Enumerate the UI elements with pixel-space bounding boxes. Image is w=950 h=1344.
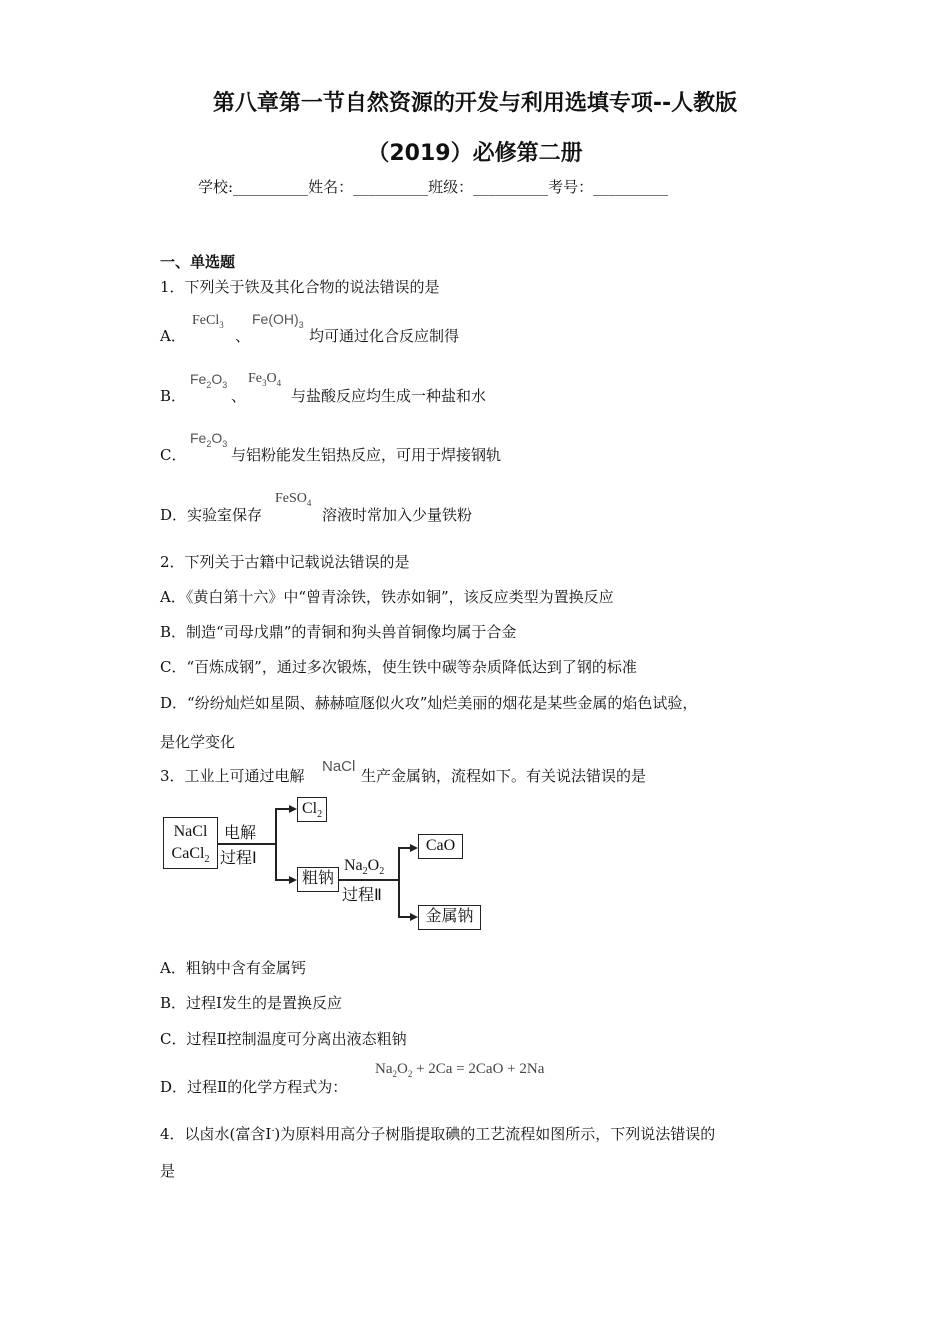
- q1-option-b: B．: [160, 387, 187, 405]
- q1-option-d: D．实验室保存: [160, 506, 263, 524]
- q3-stem-post: 生产金属钠，流程如下。有关说法错误的是: [361, 767, 647, 785]
- box-sodium-metal: 金属钠: [418, 905, 481, 930]
- arrow-to-sodium-metal: [410, 913, 418, 921]
- formula-fe-oh-3: $Fe(OH)_3$: [252, 311, 304, 330]
- box-cl2: $Cl_2$: [297, 797, 327, 822]
- q4-stem-cont: 是: [160, 1162, 176, 1180]
- q2-option-c: C．“百炼成钢”，通过多次锻炼，使生铁中碳等杂质降低达到了钢的标准: [160, 658, 637, 676]
- q2-option-d: D．“纷纷灿烂如星陨、赫赫喧豗似火攻”灿烂美丽的烟花是某些金属的焰色试验，: [160, 694, 698, 712]
- arrow2-label-top: $Na_2O_2$: [344, 857, 385, 878]
- formula-fe2o3-c: $Fe_2O_3$: [190, 430, 228, 449]
- q1-a-text: 均可通过化合反应制得: [309, 327, 460, 345]
- arrow1-label-bottom: 过程Ⅰ: [220, 850, 257, 867]
- arrow1-label-top: 电解: [224, 825, 257, 842]
- box-crude-sodium: 粗钠: [297, 867, 339, 892]
- q4-stem: 4．以卤水(富含I-)为原料用高分子树脂提取碘的工艺流程如图所示，下列说法错误的: [160, 1125, 716, 1143]
- box-cao: CaO: [418, 834, 463, 859]
- arrow2-label-bottom: 过程Ⅱ: [342, 887, 382, 904]
- q1-c-text: 与铝粉能发生铝热反应，可用于焊接钢轨: [231, 446, 502, 464]
- q2-option-b: B．制造“司母戊鼎”的青铜和狗头兽首铜像均属于合金: [160, 623, 517, 641]
- school-field: 学校:__________: [198, 178, 309, 196]
- section-heading: 一、单选题: [160, 253, 236, 271]
- formula-fe3o4: $Fe_3O_4$: [248, 371, 282, 388]
- formula-fecl3: FeCl$_3$: [192, 313, 224, 330]
- q1-b-text: 与盐酸反应均生成一种盐和水: [291, 387, 487, 405]
- arrow-to-cao: [410, 844, 418, 852]
- formula-nacl: NaCl: [322, 758, 356, 775]
- student-info: [198, 176, 668, 197]
- q2-option-a: A．《黄白第十六》中“曾青涂铁，铁赤如铜”，该反应类型为置换反应: [160, 588, 614, 606]
- title-line-1: 第八章第一节自然资源的开发与利用选填专项--人教版: [212, 91, 738, 116]
- q1-d-text: 溶液时常加入少量铁粉: [322, 506, 473, 524]
- q1-option-a: A．: [160, 327, 186, 345]
- name-field: 姓名：__________: [308, 178, 429, 196]
- q2-stem: 2．下列关于古籍中记载说法错误的是: [160, 553, 410, 571]
- q3-stem-pre: 3．工业上可通过电解: [160, 767, 305, 785]
- q1-b-separator: 、: [231, 387, 247, 405]
- title-line-2: （2019）必修第二册: [367, 141, 583, 166]
- arrow-to-crude-sodium: [289, 876, 297, 884]
- q3-option-b: B．过程Ⅰ发生的是置换反应: [160, 994, 342, 1012]
- formula-feso4: FeSO$_4$: [275, 491, 312, 508]
- class-field: 班级：__________: [428, 178, 549, 196]
- exam-number-field: 考号：__________: [548, 178, 669, 196]
- formula-equation: $Na_2O_2 + 2Ca = 2CaO + 2Na$: [375, 1061, 545, 1079]
- q3-option-c: C．过程Ⅱ控制温度可分离出液态粗钠: [160, 1030, 407, 1048]
- q3-option-d: D．过程Ⅱ的化学方程式为：: [160, 1078, 348, 1096]
- q1-stem: 1．下列关于铁及其化合物的说法错误的是: [160, 278, 440, 296]
- box-input-salts: NaCl CaCl$_2$: [163, 817, 218, 869]
- q1-a-separator: 、: [235, 327, 251, 345]
- formula-fe2o3: $Fe_2O_3$: [190, 371, 228, 390]
- q2-option-d-cont: 是化学变化: [160, 733, 236, 751]
- arrow-to-cl2: [289, 805, 297, 813]
- q1-option-c: C．: [160, 446, 187, 464]
- q3-option-a: A．粗钠中含有金属钙: [160, 959, 306, 977]
